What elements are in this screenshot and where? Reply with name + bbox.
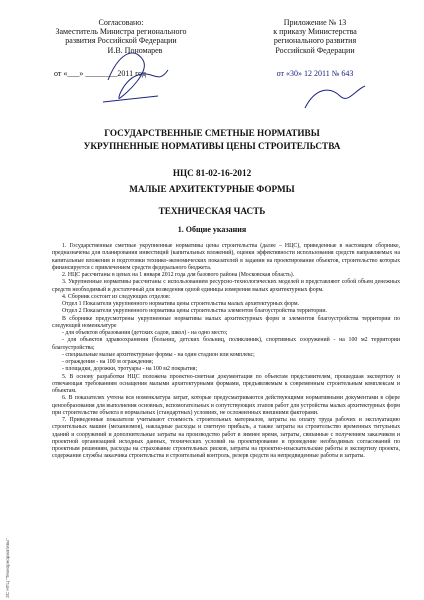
- appendix-ministry: регионального развития: [273, 36, 357, 46]
- document-title-1: ГОСУДАРСТВЕННЫЕ СМЕТНЫЕ НОРМАТИВЫ: [104, 128, 320, 138]
- list-item: - для объектов здравоохранения (больниц, детских больниц, поликлиник), спортивных сооружений - на 100 м2 территории благоустройства;: [52, 337, 400, 351]
- signature-left: [98, 40, 178, 110]
- document-body: [52, 243, 400, 461]
- list-item: - ограждения - на 100 м ограждения;: [62, 359, 154, 365]
- signature-right: [300, 78, 370, 118]
- appendix-number: Приложение № 13: [283, 18, 347, 27]
- section-item-1: Отдел 1 Показатели укрупненного норматива цены строительства малых архитектурных форм.: [62, 301, 299, 307]
- document-subject: МАЛЫЕ АРХИТЕКТУРНЫЕ ФОРМЫ: [129, 184, 295, 194]
- document-title-2: УКРУПНЕННЫЕ НОРМАТИВЫ ЦЕНЫ СТРОИТЕЛЬСТВА: [83, 141, 341, 151]
- approval-signatory: И.В. Пономарев: [107, 45, 163, 55]
- document-code: НЦС 81-02-16-2012: [172, 168, 252, 178]
- paragraph-7: 7. Приведенные показатели учитывают стоимость строительных материалов, затраты на оплату труда рабочих и эксплуатацию строительных машин (механизмов), накладные расходы и сметную прибыль, а также затраты на строительство временных титульных зданий и сооружений и дополнительные затраты на производство работ в зимнее время, затраты, связанные с получением заказчиком и проектной организацией исходных данных, технических условий на проектирование и проведение необходимых согласований по проектным решениям, расходы на страхование строительных рисков, затраты на проектно-изыскательские работы и экспертизу проекта, содержание службы заказчика строительства и строительный контроль, резерв средств на непредвиденные работы и затраты.: [52, 417, 400, 460]
- approval-position: Заместитель Министра регионального: [55, 27, 187, 37]
- approval-label: Согласовано:: [98, 18, 144, 27]
- paragraph-4: 4. Сборник состоит из следующих отделов:: [62, 293, 171, 300]
- appendix-country: Российской Федерации: [275, 45, 355, 55]
- paragraph-5: 5. В основу разработки НЦС положена проектно-сметная документация по объектам представителям, прошедшая экспертизу и отвечающая требованиям оснащения малыми архитектурными формами, предъявляемым к современным строительным комплексам и объектам.: [52, 373, 400, 394]
- paragraph-6: 6. В показателях учтена вся номенклатура затрат, которые предусматриваются действующими нормативными документами в сфере ценообразования для выполнения основных, вспомогательных и сопутствующих этапов работ для устройства малых архитектурных форм при строительстве объекта в нормальных (стандартных) условиях, не осложненных внешними факторами.: [52, 395, 400, 416]
- paragraph-1: 1. Государственные сметные укрупненные нормативы цены строительства (далее – НЦС), приведенные в настоящем сборнике, предназначены для планирования инвестиций (капитальных вложений), оценки эффективности использования средств направляемых на капитальные вложения и подготовки технико-экономических показателей в задании на проектирование объектов, строительство которых финансируется с привлечением средств федерального бюджета.: [52, 243, 400, 271]
- section-item-2: Отдел 2 Показатели укрупненного норматива цены строительства элементов благоустройства территории.: [62, 308, 327, 315]
- part-title: ТЕХНИЧЕСКАЯ ЧАСТЬ: [158, 206, 266, 216]
- section-title: 1. Общие указания: [177, 225, 247, 234]
- appendix-block: [250, 18, 380, 78]
- list-item: - площадки, дорожки, тротуары - на 100 м2 покрытия;: [62, 366, 198, 373]
- appendix-date: от «30» 12 2011 № 643: [276, 68, 354, 78]
- approval-position-cont: развития Российской Федерации: [65, 36, 177, 46]
- list-item: - специальные малые архитектурные формы - на один стадион или комплекс;: [62, 351, 255, 358]
- side-watermark: [3, 520, 11, 598]
- paragraph-2: 2. НЦС рассчитаны в ценах на 1 января 2012 года для базового района (Московская область).: [62, 272, 295, 278]
- side-watermark-text: ЗС НТЦ "Технорнормативы": [5, 538, 10, 598]
- appendix-order: к приказу Министерства: [273, 27, 357, 37]
- paragraph-3: 3. Укрупненные нормативы рассчитаны с использованием ресурсно-технологических моделей и представляют собой объем денежных средств необходимый и достаточный для возведения одной единицы измерения малых архитектурных форм.: [52, 279, 400, 293]
- list-item: - для объектов образования (детских садов, школ) - на одно место;: [62, 330, 228, 336]
- approval-date: от «___» ________2011 год: [54, 68, 147, 78]
- nomenclature-intro: В сборнике предусмотрены укрупненные нормативы малых архитектурных форм и элементов благоустройства территории по следующей номенклатуре: [52, 315, 400, 329]
